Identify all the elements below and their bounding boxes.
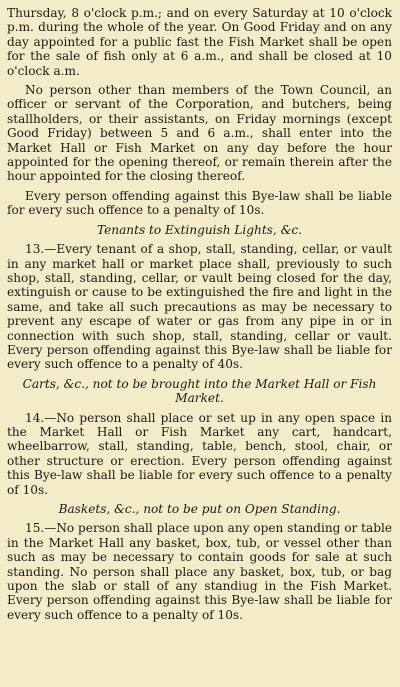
paragraph-penalty: Every person offending against this Bye-law shall be liable for every such offence to a penalty of 10s. bbox=[7, 188, 392, 218]
paragraph-section-13: 13.—Every tenant of a shop, stall, standing, cellar, or vault in any market hall or market place shall, previously to such shop, stall, standing, cellar, or vault being closed for the day, extinguish or cause to be extinguished the fire and light in the same, and take all such precautions as may be necessary to prevent any escape of water or gas from any pipe in or in connection with such shop, stall, standing, cellar or vault. Every person offending against this Bye-law shall be liable for every such offence to a penalty of 40s. bbox=[7, 242, 392, 372]
section-heading-tenants-lights: Tenants to Extinguish Lights, &c. bbox=[97, 222, 302, 237]
section-heading-carts: Carts, &c., not to be brought into the Market Hall or Fish Market. bbox=[22, 376, 377, 406]
paragraph-continuation: Thursday, 8 o'clock p.m.; and on every Saturday at 10 o'clock p.m. during the whole of the year. On Good Friday and on any day appointed for a public fast the Fish Market shall be open for the sale of fish only at 6 a.m., and shall be closed at 10 o'clock a.m. bbox=[7, 6, 392, 78]
section-heading-baskets: Baskets, &c., not to be put on Open Standing. bbox=[58, 502, 341, 516]
paragraph-section-15: 15.—No person shall place upon any open standing or table in the Market Hall any basket, box, tub, or vessel other than such as may be necessary to contain goods for sale at such standing. No person shall place any basket, box, tub, or bag upon the slab or stall of any standiug in the Fish Market. Every person offending against this Bye-law shall be liable for every such offence to a penalty of 10s. bbox=[7, 521, 392, 622]
paragraph-market-access: No person other than members of the Town Council, an officer or servant of the Corporation, and butchers, being stallholders, or their assistants, on Friday mornings (except Good Friday) between 5 and 6 a.m., shall enter into the Market Hall or Fish Market on any day before the hour appointed for the opening thereof, or remain therein after the hour appointed for the closing thereof. bbox=[7, 83, 392, 184]
paragraph-section-14: 14.—No person shall place or set up in any open space in the Market Hall or Fish Market any cart, handcart, wheelbarrow, stall, standing, table, bench, stool, chair, or other structure or erection. Every person offending against this Bye-law shall be liable for every such offence to a penalty of 10s. bbox=[7, 410, 392, 497]
